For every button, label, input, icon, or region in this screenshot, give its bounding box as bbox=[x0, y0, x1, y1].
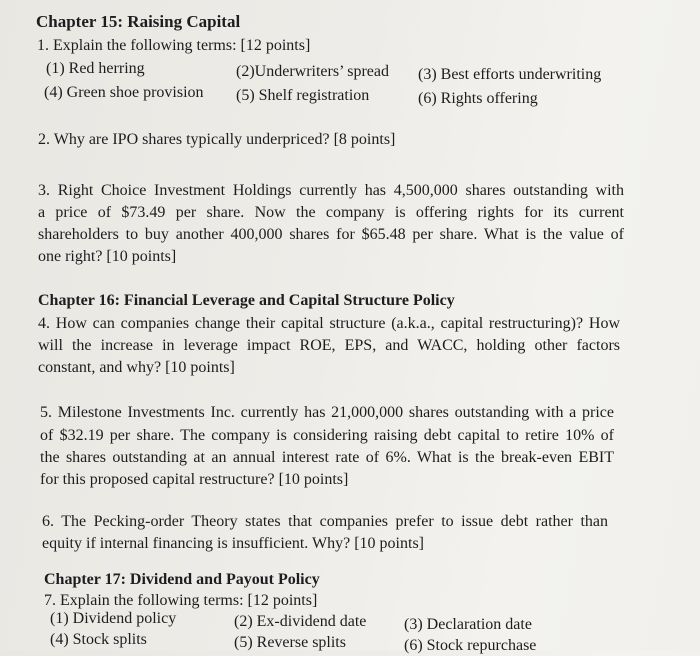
q3-line-1: 3. Right Choice Investment Holdings currently has 4,500,000 shares outstanding with bbox=[38, 182, 624, 199]
q5-line-1: 5. Milestone Investments Inc. currently has 21,000,000 shares outstanding with a price bbox=[40, 404, 614, 421]
q7-term-6: (6) Stock repurchase bbox=[404, 637, 537, 654]
q5-line-4: for this proposed capital restructure? [10 points] bbox=[40, 471, 349, 488]
q5-line-3: the shares outstanding at an annual interest rate of 6%. What is the break-even EBIT bbox=[40, 449, 614, 466]
q7-term-5: (5) Reverse splits bbox=[234, 634, 346, 651]
q2-text: 2. Why are IPO shares typically underpriced? [8 points] bbox=[38, 131, 396, 148]
q7-term-3: (3) Declaration date bbox=[404, 616, 532, 633]
q3-line-2: a price of $73.49 per share. Now the company is offering rights for its current bbox=[38, 204, 624, 221]
q3-line-4: one right? [10 points] bbox=[38, 248, 177, 265]
q1-term-2: (2)Underwriters’ spread bbox=[236, 63, 389, 80]
q4-line-3: constant, and why? [10 points] bbox=[38, 359, 235, 376]
q1-term-3: (3) Best efforts underwriting bbox=[418, 66, 602, 83]
q7-term-2: (2) Ex-dividend date bbox=[234, 613, 367, 630]
q1-prompt: 1. Explain the following terms: [12 points] bbox=[37, 37, 311, 54]
q1-term-4: (4) Green shoe provision bbox=[44, 84, 204, 101]
q7-prompt: 7. Explain the following terms: [12 points] bbox=[44, 592, 318, 609]
q6-line-2: equity if internal financing is insufficient. Why? [10 points] bbox=[42, 535, 424, 552]
q1-term-5: (5) Shelf registration bbox=[236, 87, 370, 104]
q4-line-1: 4. How can companies change their capital structure (a.k.a., capital restructuring)? How bbox=[38, 315, 620, 332]
q3-line-3: shareholders to buy another 400,000 shares for $65.48 per share. What is the value of bbox=[38, 226, 624, 243]
chapter-15-heading: Chapter 15: Raising Capital bbox=[36, 12, 241, 31]
q7-term-1: (1) Dividend policy bbox=[50, 610, 177, 627]
q4-line-2: will the increase in leverage impact ROE, EPS, and WACC, holding other factors bbox=[38, 337, 620, 354]
chapter-16-heading: Chapter 16: Financial Leverage and Capital Structure Policy bbox=[38, 292, 455, 309]
q1-term-6: (6) Rights offering bbox=[418, 90, 538, 107]
q6-line-1: 6. The Pecking-order Theory states that companies prefer to issue debt rather than bbox=[42, 513, 608, 530]
q7-term-4: (4) Stock splits bbox=[50, 631, 147, 648]
q1-term-1: (1) Red herring bbox=[46, 60, 145, 77]
q5-line-2: of $32.19 per share. The company is considering raising debt capital to retire 10% of bbox=[40, 427, 614, 444]
chapter-17-heading: Chapter 17: Dividend and Payout Policy bbox=[44, 571, 320, 588]
